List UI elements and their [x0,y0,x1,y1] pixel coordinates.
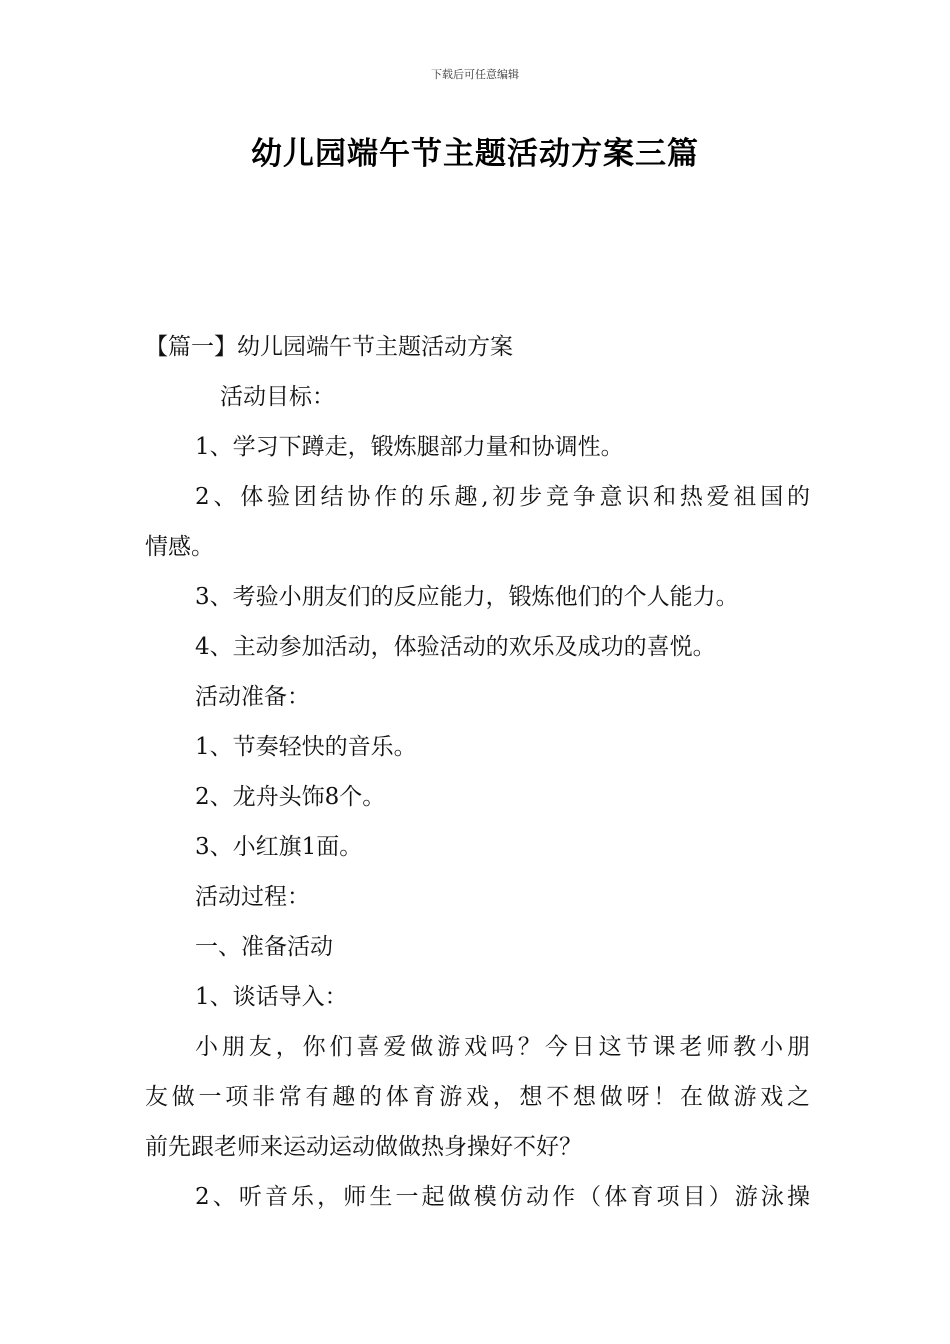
paragraph-line: 3、考验小朋友们的反应能力，锻炼他们的个人能力。 [195,584,739,610]
paragraph-line: 一、准备活动 [195,934,333,960]
paragraph-line: 4、主动参加活动，体验活动的欢乐及成功的喜悦。 [195,634,716,660]
document-title: 幼儿园端午节主题活动方案三篇 [251,136,699,172]
paragraph-line: 1、节奏轻快的音乐。 [195,734,417,760]
paragraph-line: 2、龙舟头饰8个。 [195,784,386,810]
paragraph-line: 情感。 [145,534,214,560]
header-note: 下载后可任意编辑 [431,68,519,81]
paragraph-line: 活动目标： [220,384,335,410]
paragraph-line: 前先跟老师来运动运动做做热身操好不好？ [145,1134,582,1160]
section-heading: 【篇一】幼儿园端午节主题活动方案 [145,334,513,360]
paragraph-line: 小朋友，你们喜爱做游戏吗？今日这节课老师教小朋 [195,1034,810,1060]
paragraph-line: 1、谈话导入： [195,984,348,1010]
paragraph-line: 2、体验团结协作的乐趣,初步竞争意识和热爱祖国的 [195,484,810,510]
paragraph-line: 1、学习下蹲走，锻炼腿部力量和协调性。 [195,434,624,460]
paragraph-line: 3、小红旗1面。 [195,834,363,860]
paragraph-line: 活动准备： [195,684,310,710]
paragraph-line: 友做一项非常有趣的体育游戏，想不想做呀！在做游戏之 [145,1084,810,1110]
paragraph-line: 活动过程： [195,884,310,910]
paragraph-line: 2、听音乐，师生一起做模仿动作（体育项目）游泳操 [195,1184,810,1210]
